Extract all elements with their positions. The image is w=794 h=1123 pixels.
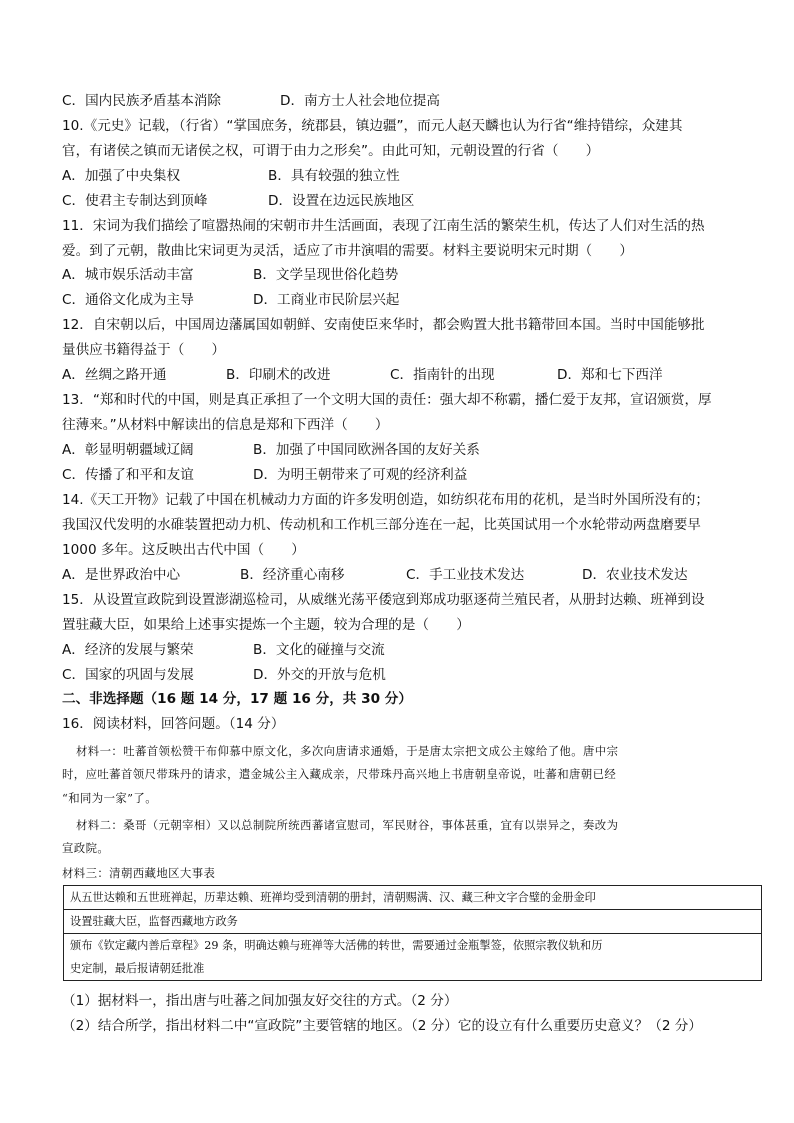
q15-stem-line-1: 15．从设置宣政院到设置澎湖巡检司，从威继光荡平倭寇到郑成功驱逐荷兰殖民者，从册封达赖、班禅到设 <box>62 592 705 608</box>
q10-stem-line-2: 官，有诸侯之镇而无诸侯之权，可谓于由力之形矣”。由此可知，元朝设置的行省（ ） <box>62 143 600 159</box>
q16-sub-question-2: （2）结合所学，指出材料二中“宣政院”主要管辖的地区。（2 分）它的设立有什么重要历史意义？（2 分） <box>62 1018 702 1034</box>
q14-stem-line-1: 14.《天工开物》记载了中国在机械动力方面的许多发明创造，如纺织花布用的花机，是当时外国所没有的； <box>62 492 709 508</box>
q12-option-a: A．丝绸之路开通 <box>62 367 167 383</box>
q15-option-b: B．文化的碰撞与交流 <box>253 642 385 658</box>
section-2-heading: 二、非选择题（16 题 14 分，17 题 16 分，共 30 分） <box>62 691 412 707</box>
q9-option-c: C．国内民族矛盾基本消除 <box>62 93 222 109</box>
q13-stem-line-1: 13．“郑和时代的中国，则是真正承担了一个文明大国的责任：强大却不称霸，播仁爱于友邦，宣诏颁赏，厚 <box>62 392 712 408</box>
table-cell <box>64 934 762 981</box>
qing-tibet-events-table <box>63 885 762 981</box>
q14-option-d: D．农业技术发达 <box>582 567 688 583</box>
q16-material-3-title: 材料三：清朝西藏地区大事表 <box>62 866 216 880</box>
q14-option-a: A．是世界政治中心 <box>62 567 181 583</box>
q14-option-c: C．手工业技术发达 <box>406 567 525 583</box>
q11-option-b: B．文学呈现世俗化趋势 <box>253 267 399 283</box>
table-cell-line: 史定制，最后报请朝廷批准 <box>70 962 205 975</box>
q10-option-d: D．设置在边远民族地区 <box>268 193 415 209</box>
q16-material-1-line-1: 材料一：吐蕃首领松赞干布仰慕中原文化，多次向唐请求通婚，于是唐太宗把文成公主嫁给了他。唐中宗 <box>76 744 619 758</box>
q11-option-a: A．城市娱乐活动丰富 <box>62 267 194 283</box>
q12-option-d: D．郑和七下西洋 <box>557 367 663 383</box>
q10-option-a: A．加强了中央集权 <box>62 168 181 184</box>
q10-stem-line-1: 10.《元史》记载，（行省）“掌国庶务，统郡县，镇边疆”，而元人赵天麟也认为行省“维持错综，众建其 <box>62 118 683 134</box>
q11-option-d: D．工商业市民阶层兴起 <box>253 292 400 308</box>
q15-option-c: C．国家的巩固与发展 <box>62 667 194 683</box>
q13-option-a: A．彰显明朝疆域辽阔 <box>62 442 194 458</box>
q10-option-c: C．使君主专制达到顶峰 <box>62 193 208 209</box>
q10-option-b: B．具有较强的独立性 <box>268 168 400 184</box>
q14-stem-line-3: 1000 多年。这反映出古代中国（ ） <box>62 542 305 558</box>
q16-material-1-line-3: “和同为一家”了。 <box>62 791 157 805</box>
q13-option-d: D．为明王朝带来了可观的经济利益 <box>253 467 468 483</box>
q13-option-c: C．传播了和平和友谊 <box>62 467 194 483</box>
q14-stem-line-2: 我国汉代发明的水碓装置把动力机、传动机和工作机三部分连在一起，比英国试用一个水轮带动两盘磨要早 <box>62 517 701 533</box>
q11-stem-line-1: 11．宋词为我们描绘了喧嚣热闹的宋朝市井生活画面，表现了江南生活的繁荣生机，传达了人们对生活的热 <box>62 218 705 234</box>
q16-sub-question-1: （1）据材料一，指出唐与吐蕃之间加强友好交往的方式。（2 分） <box>62 993 458 1009</box>
q16-stem: 16．阅读材料，回答问题。（14 分） <box>62 716 285 732</box>
table-cell: 从五世达赖和五世班禅起，历辈达赖、班禅均受到清朝的册封，清朝赐满、汉、藏三种文字合璧的金册金印 <box>64 886 762 910</box>
table-row <box>64 910 762 934</box>
q15-option-a: A．经济的发展与繁荣 <box>62 642 194 658</box>
q11-stem-line-2: 爱。到了元朝，散曲比宋词更为灵活，适应了市井演唱的需要。材料主要说明宋元时期（ ） <box>62 243 633 259</box>
q11-option-c: C．通俗文化成为主导 <box>62 292 194 308</box>
table-row <box>64 886 762 910</box>
q16-material-2-line-2: 宣政院。 <box>62 841 110 855</box>
q13-option-b: B．加强了中国同欧洲各国的友好关系 <box>253 442 480 458</box>
q14-option-b: B．经济重心南移 <box>240 567 345 583</box>
q12-stem-line-1: 12．自宋朝以后，中国周边藩属国如朝鲜、安南使臣来华时，都会购置大批书籍带回本国。当时中国能够批 <box>62 317 705 333</box>
q13-stem-line-2: 往薄来。”从材料中解读出的信息是郑和下西洋（ ） <box>62 417 389 433</box>
q15-option-d: D．外交的开放与危机 <box>253 667 386 683</box>
q12-stem-line-2: 量供应书籍得益于（ ） <box>62 342 226 358</box>
q9-option-d: D．南方士人社会地位提高 <box>280 93 440 109</box>
table-row <box>64 934 762 981</box>
q15-stem-line-2: 置驻藏大臣，如果给上述事实提炼一个主题，较为合理的是（ ） <box>62 617 470 633</box>
q12-option-c: C．指南针的出现 <box>390 367 495 383</box>
q16-material-1-line-2: 时，应吐蕃首领尺带珠丹的请求，遣金城公主入藏成亲，尺带珠丹高兴地上书唐朝皇帝说，吐蕃和唐朝已经 <box>62 767 617 781</box>
table-cell: 设置驻藏大臣，监督西藏地方政务 <box>64 910 762 934</box>
table-cell-line: 颁布《钦定藏内善后章程》29 条，明确达赖与班禅等大活佛的转世，需要通过金瓶掣签，依照宗教仪轨和历 <box>70 939 603 952</box>
q16-material-2-line-1: 材料二：桑哥（元朝宰相）又以总制院所统西蕃诸宣慰司，军民财谷，事体甚重，宜有以崇异之，奏改为 <box>76 818 619 832</box>
q12-option-b: B．印刷术的改进 <box>226 367 331 383</box>
